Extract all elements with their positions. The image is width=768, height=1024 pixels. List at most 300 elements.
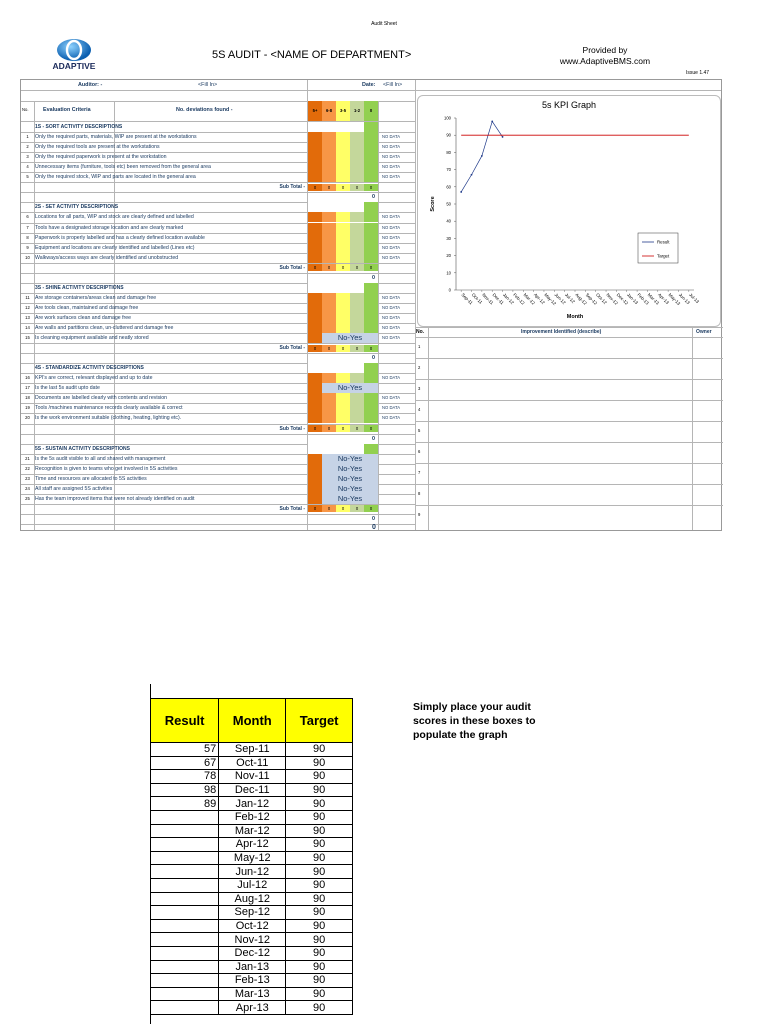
score-cell[interactable] <box>322 393 336 403</box>
subtotal-cell <box>364 184 378 191</box>
score-cell[interactable] <box>308 142 322 152</box>
score-cell[interactable] <box>322 172 336 182</box>
data-table-row <box>151 743 353 757</box>
x-tick-label: Nov-12 <box>605 292 619 306</box>
score-cell[interactable] <box>350 152 364 162</box>
score-cell[interactable] <box>322 162 336 172</box>
improvement-row-number: 3 <box>418 386 421 391</box>
item-number: 19 <box>25 405 30 411</box>
score-cell[interactable] <box>364 152 378 162</box>
status-no-data: NO DATA <box>382 134 400 140</box>
result-cell[interactable] <box>151 906 219 920</box>
improvement-row-number: 1 <box>418 344 421 349</box>
target-cell: 90 <box>286 797 353 811</box>
item-number: 2 <box>26 144 29 150</box>
month-cell: Nov-11 <box>219 770 286 784</box>
band-header-label: 6-8 <box>325 108 333 113</box>
item-criteria: Only the required stock, WIP and parts are located in the general area <box>35 174 196 181</box>
score-cell[interactable] <box>336 212 350 222</box>
score-cell[interactable] <box>336 293 350 303</box>
col-no: No. <box>22 107 29 112</box>
improvement-input[interactable] <box>429 463 691 483</box>
item-number: 3 <box>26 154 29 160</box>
data-table-row <box>151 756 353 770</box>
score-cell[interactable] <box>336 152 350 162</box>
instruction-note: Simply place your audit scores in these boxes to populate the graph <box>413 701 536 741</box>
item-criteria: Locations for all parts, WIP and stock are clearly defined and labelled <box>35 214 194 221</box>
score-cell[interactable] <box>364 243 378 253</box>
subtotal-cell <box>336 184 350 191</box>
band-spacer <box>350 363 364 373</box>
score-cell[interactable] <box>322 253 336 263</box>
subtotal-cell <box>308 264 322 271</box>
status-no-data: NO DATA <box>382 224 400 230</box>
no-yes-dropdown[interactable]: No-Yes <box>322 474 378 484</box>
subtotal-value: 0 <box>341 265 345 271</box>
score-cell[interactable] <box>336 243 350 253</box>
band-spacer <box>350 283 364 293</box>
improvement-row-number: 6 <box>418 449 421 454</box>
item-criteria: Are work surfaces clean and damage free <box>35 314 132 321</box>
item-number: 21 <box>25 455 30 461</box>
target-cell: 90 <box>286 865 353 879</box>
score-cell[interactable] <box>336 162 350 172</box>
status-no-data: NO DATA <box>382 335 400 341</box>
subtotal-cell <box>350 425 364 432</box>
band-spacer <box>322 202 336 212</box>
subtotal-cell <box>336 264 350 271</box>
score-cell[interactable] <box>350 303 364 313</box>
score-cell[interactable] <box>308 474 322 484</box>
band-spacer <box>364 444 378 454</box>
subtotal-value: 0 <box>369 426 373 431</box>
item-criteria: Is the work environment suitable (clothing, heating, lighting etc). <box>35 415 182 422</box>
score-cell[interactable] <box>364 212 378 222</box>
item-criteria: Time and resources are allocated to 5S activities <box>35 475 147 482</box>
score-cell[interactable] <box>350 132 364 142</box>
score-cell[interactable] <box>308 293 322 303</box>
item-criteria: Are walls and partitions clean, un-cluttered and damage free <box>35 325 174 331</box>
score-cell[interactable] <box>322 132 336 142</box>
result-cell[interactable] <box>151 960 219 974</box>
band-spacer <box>308 283 322 293</box>
month-cell: Mar-13 <box>219 987 286 1001</box>
score-cell[interactable] <box>350 293 364 303</box>
score-cell[interactable] <box>308 454 322 464</box>
score-cell[interactable] <box>308 494 322 504</box>
band-header <box>364 101 378 121</box>
score-cell[interactable] <box>336 172 350 182</box>
subtotal-cell <box>364 425 378 432</box>
result-cell[interactable] <box>151 878 219 892</box>
score-cell[interactable] <box>308 333 322 343</box>
score-cell[interactable] <box>322 142 336 152</box>
item-criteria: Are tools clean, maintained and damage free <box>35 304 139 311</box>
item-number: 11 <box>25 294 30 300</box>
month-cell: Jul-12 <box>219 878 286 892</box>
data-table-row <box>151 878 353 892</box>
status-no-data: NO DATA <box>382 234 400 240</box>
item-criteria: Only the required parts, materials, WIP are present at the workstations <box>35 134 197 141</box>
item-criteria: Is cleaning equipment available and neatly stored <box>35 335 149 342</box>
improvement-input[interactable] <box>429 358 691 378</box>
score-cell[interactable] <box>308 403 322 413</box>
score-cell[interactable] <box>336 323 350 333</box>
score-cell[interactable] <box>322 152 336 162</box>
score-cell[interactable] <box>350 373 364 383</box>
subtotal-value: 0 <box>341 184 345 190</box>
month-cell: Dec-12 <box>219 946 286 960</box>
score-cell[interactable] <box>308 464 322 474</box>
result-cell[interactable] <box>151 838 219 852</box>
status-no-data: NO DATA <box>382 174 400 180</box>
x-tick-label: Sep-12 <box>584 292 599 306</box>
score-cell[interactable] <box>308 303 322 313</box>
improvement-input[interactable] <box>429 337 691 357</box>
improvement-input[interactable] <box>429 421 691 441</box>
y-axis-label: Score <box>430 196 436 212</box>
score-cell[interactable] <box>364 293 378 303</box>
subtotal-cell <box>322 345 336 352</box>
score-cell[interactable] <box>308 323 322 333</box>
score-cell[interactable] <box>364 233 378 243</box>
score-cell[interactable] <box>364 253 378 263</box>
improvement-input[interactable] <box>429 379 691 399</box>
result-cell[interactable] <box>151 1001 219 1015</box>
subtotal-value: 0 <box>355 426 359 431</box>
improvement-input[interactable] <box>429 442 691 462</box>
band-spacer <box>336 444 350 454</box>
subtotal-label: Sub Total - <box>279 184 305 191</box>
x-tick-label: Nov-11 <box>481 292 495 306</box>
item-criteria: Only the required paperwork is present at the workstation <box>35 154 167 161</box>
score-cell[interactable] <box>308 253 322 263</box>
improvement-row-number: 9 <box>418 512 421 517</box>
subtotal-cell <box>322 425 336 432</box>
score-cell[interactable] <box>322 223 336 233</box>
score-cell[interactable] <box>364 162 378 172</box>
score-cell[interactable] <box>350 393 364 403</box>
result-cell[interactable] <box>151 946 219 960</box>
improvement-desc-header: Improvement Identified (describe) <box>521 329 602 335</box>
subtotal-value: 0 <box>355 184 359 190</box>
x-tick-label: Jan-13 <box>626 292 640 306</box>
subtotal-value: 0 <box>327 345 331 351</box>
month-cell: Mar-12 <box>219 824 286 838</box>
result-cell[interactable]: 89 <box>151 797 219 811</box>
item-criteria: Is the 5s audit visible to all and shared with management <box>35 455 166 462</box>
band-spacer <box>308 202 322 212</box>
score-cell[interactable] <box>308 233 322 243</box>
score-cell[interactable] <box>308 132 322 142</box>
score-cell[interactable] <box>364 132 378 142</box>
y-tick-label: 0 <box>448 287 451 293</box>
score-cell[interactable] <box>364 313 378 323</box>
target-cell: 90 <box>286 919 353 933</box>
date-label: Date: <box>362 82 376 88</box>
improvement-input[interactable] <box>429 484 691 504</box>
score-cell[interactable] <box>308 243 322 253</box>
data-table-row <box>151 824 353 838</box>
score-cell[interactable] <box>336 303 350 313</box>
subtotal-label: Sub Total - <box>279 345 305 352</box>
subtotal-label: Sub Total - <box>279 505 305 512</box>
score-cell[interactable] <box>322 243 336 253</box>
page-title: 5S AUDIT - <NAME OF DEPARTMENT> <box>212 49 412 61</box>
score-cell[interactable] <box>336 253 350 263</box>
score-cell[interactable] <box>336 393 350 403</box>
score-cell[interactable] <box>322 403 336 413</box>
legend-label: Result <box>657 239 670 245</box>
result-cell[interactable]: 98 <box>151 783 219 797</box>
data-table-row <box>151 960 353 974</box>
subtotal-value: 0 <box>327 426 331 431</box>
score-cell[interactable] <box>350 233 364 243</box>
status-no-data: NO DATA <box>382 164 400 170</box>
score-cell[interactable] <box>350 413 364 423</box>
item-number: 20 <box>25 415 30 421</box>
status-no-data: NO DATA <box>382 254 400 260</box>
improvement-input[interactable] <box>429 505 691 525</box>
month-cell: Apr-13 <box>219 1001 286 1015</box>
result-cell[interactable]: 67 <box>151 756 219 770</box>
score-cell[interactable] <box>364 323 378 333</box>
status-no-data: NO DATA <box>382 154 400 160</box>
item-criteria: KPI's are correct, relevant displayed and up to date <box>35 375 153 382</box>
provider-block <box>540 45 670 67</box>
band-spacer <box>364 202 378 212</box>
target-cell: 90 <box>286 906 353 920</box>
subtotal-value: 0 <box>369 506 373 512</box>
band-spacer <box>322 444 336 454</box>
legend-label: Target <box>657 253 670 259</box>
score-cell[interactable] <box>350 212 364 222</box>
y-tick-label: 20 <box>446 253 451 259</box>
band-header <box>308 101 322 121</box>
score-cell[interactable] <box>308 313 322 323</box>
item-number: 10 <box>25 254 30 260</box>
score-cell[interactable] <box>322 373 336 383</box>
item-criteria: Documents are labelled clearly with contents and revision <box>35 395 168 402</box>
score-cell[interactable] <box>364 142 378 152</box>
item-criteria: All staff are assigned 5S activities <box>35 485 113 492</box>
improvement-no-header: No. <box>416 329 425 335</box>
result-cell[interactable] <box>151 810 219 824</box>
band-header <box>336 101 350 121</box>
no-yes-dropdown[interactable]: No-Yes <box>322 484 378 494</box>
section-total: 0 <box>372 435 375 442</box>
data-table-row <box>151 797 353 811</box>
no-yes-dropdown[interactable]: No-Yes <box>322 494 378 504</box>
score-cell[interactable] <box>350 253 364 263</box>
y-tick-label: 50 <box>446 201 451 207</box>
result-cell[interactable] <box>151 892 219 906</box>
data-table-row <box>151 838 353 852</box>
score-cell[interactable] <box>336 233 350 243</box>
section-total: 0 <box>372 515 375 522</box>
status-no-data: NO DATA <box>382 214 400 220</box>
score-cell[interactable] <box>308 162 322 172</box>
result-point <box>471 174 473 176</box>
target-cell: 90 <box>286 960 353 974</box>
score-cell[interactable] <box>322 313 336 323</box>
subtotal-cell <box>350 184 364 191</box>
result-cell[interactable] <box>151 851 219 865</box>
score-cell[interactable] <box>364 373 378 383</box>
y-tick-label: 80 <box>446 149 451 155</box>
score-cell[interactable] <box>350 403 364 413</box>
score-cell[interactable] <box>364 393 378 403</box>
score-cell[interactable] <box>322 413 336 423</box>
subtotal-cell <box>322 264 336 271</box>
subtotal-value: 0 <box>369 265 373 271</box>
data-table-row <box>151 865 353 879</box>
result-cell[interactable] <box>151 919 219 933</box>
subtotal-value: 0 <box>341 345 345 351</box>
subtotal-cell <box>308 505 322 512</box>
provider-url[interactable]: www.AdaptiveBMS.com <box>559 56 651 66</box>
x-tick-label: Sep-11 <box>460 292 474 306</box>
month-cell: Sep-12 <box>219 906 286 920</box>
score-cell[interactable] <box>350 323 364 333</box>
subtotal-value: 0 <box>327 184 331 190</box>
data-table-row <box>151 810 353 824</box>
no-yes-dropdown[interactable]: No-Yes <box>322 464 378 474</box>
score-cell[interactable] <box>350 313 364 323</box>
auditor-label: Auditor: - <box>78 82 103 88</box>
grid-line <box>21 524 415 525</box>
subtotal-cell <box>308 184 322 191</box>
score-cell[interactable] <box>322 233 336 243</box>
auditor-value[interactable]: <Fill In> <box>198 82 218 88</box>
score-cell[interactable] <box>350 142 364 152</box>
subtotal-value: 0 <box>341 426 345 431</box>
score-cell[interactable] <box>336 142 350 152</box>
band-spacer <box>364 363 378 373</box>
logo-text: ADAPTIVE <box>52 61 96 71</box>
score-cell[interactable] <box>336 132 350 142</box>
band-spacer <box>322 363 336 373</box>
target-cell: 90 <box>286 824 353 838</box>
month-cell: Aug-12 <box>219 892 286 906</box>
item-number: 13 <box>25 314 30 320</box>
item-criteria: Is the last 5s audit upto date <box>35 385 100 392</box>
score-cell[interactable] <box>322 303 336 313</box>
subtotal-value: 0 <box>313 426 317 431</box>
status-no-data: NO DATA <box>382 395 400 401</box>
x-tick-label: May-12 <box>543 292 558 307</box>
result-cell[interactable] <box>151 933 219 947</box>
score-cell[interactable] <box>364 223 378 233</box>
no-yes-dropdown[interactable]: No-Yes <box>322 383 378 393</box>
score-cell[interactable] <box>308 152 322 162</box>
score-cell[interactable] <box>308 413 322 423</box>
x-tick-label: Jun-12 <box>553 292 567 306</box>
section-total: 0 <box>372 194 375 201</box>
score-cell[interactable] <box>308 223 322 233</box>
subtotal-cell <box>350 505 364 512</box>
score-cell[interactable] <box>336 373 350 383</box>
score-cell[interactable] <box>336 403 350 413</box>
score-cell[interactable] <box>364 413 378 423</box>
subtotal-cell <box>322 184 336 191</box>
score-cell[interactable] <box>364 403 378 413</box>
score-cell[interactable] <box>350 172 364 182</box>
target-cell: 90 <box>286 743 353 757</box>
score-cell[interactable] <box>322 212 336 222</box>
score-cell[interactable] <box>350 243 364 253</box>
score-cell[interactable] <box>308 172 322 182</box>
subtotal-cell <box>336 505 350 512</box>
chart-svg <box>418 96 720 326</box>
data-table-row <box>151 1001 353 1015</box>
date-value[interactable]: <Fill In> <box>383 82 403 88</box>
score-cell[interactable] <box>308 212 322 222</box>
subtotal-value: 0 <box>369 345 373 351</box>
x-tick-label: Oct-11 <box>470 292 484 305</box>
score-cell[interactable] <box>308 373 322 383</box>
score-cell[interactable] <box>308 383 322 393</box>
score-cell[interactable] <box>336 313 350 323</box>
subtotal-value: 0 <box>313 506 317 512</box>
band-spacer <box>364 283 378 293</box>
score-cell[interactable] <box>308 393 322 403</box>
section-title: 3S - SHINE ACTIVITY DESCRIPTIONS <box>35 284 124 291</box>
result-cell[interactable]: 78 <box>151 770 219 784</box>
item-number: 23 <box>25 475 30 481</box>
score-cell[interactable] <box>322 293 336 303</box>
grid-line <box>21 273 415 274</box>
subtotal-value: 0 <box>327 506 331 512</box>
chart-legend <box>638 233 678 263</box>
result-cell[interactable] <box>151 824 219 838</box>
item-number: 1 <box>26 134 29 140</box>
result-cell[interactable] <box>151 974 219 988</box>
owner-header: Owner <box>696 329 712 335</box>
target-cell: 90 <box>286 1001 353 1015</box>
no-yes-dropdown[interactable]: No-Yes <box>322 454 378 464</box>
item-criteria: Walkways/access ways are clearly identified and unobstructed <box>35 254 179 261</box>
no-yes-dropdown[interactable]: No-Yes <box>322 333 378 343</box>
score-cell[interactable] <box>364 303 378 313</box>
data-table-row <box>151 770 353 784</box>
score-cell[interactable] <box>350 162 364 172</box>
improvement-row-number: 8 <box>418 491 421 496</box>
result-header: Result <box>151 699 219 743</box>
score-cell[interactable] <box>364 172 378 182</box>
status-no-data: NO DATA <box>382 294 400 300</box>
score-cell[interactable] <box>350 223 364 233</box>
item-number: 22 <box>25 465 30 471</box>
target-cell: 90 <box>286 770 353 784</box>
score-cell[interactable] <box>308 484 322 494</box>
band-spacer <box>350 122 364 132</box>
score-cell[interactable] <box>336 413 350 423</box>
x-tick-label: Jul-13 <box>688 292 701 305</box>
result-cell[interactable] <box>151 987 219 1001</box>
band-spacer <box>350 444 364 454</box>
data-table-header <box>151 699 353 743</box>
result-cell[interactable] <box>151 865 219 879</box>
subtotal-value: 0 <box>327 265 331 271</box>
band-spacer <box>308 444 322 454</box>
result-cell[interactable]: 57 <box>151 743 219 757</box>
result-point <box>502 136 504 138</box>
subtotal-value: 0 <box>341 506 345 512</box>
score-cell[interactable] <box>336 223 350 233</box>
score-cell[interactable] <box>322 323 336 333</box>
improvement-input[interactable] <box>429 400 691 420</box>
